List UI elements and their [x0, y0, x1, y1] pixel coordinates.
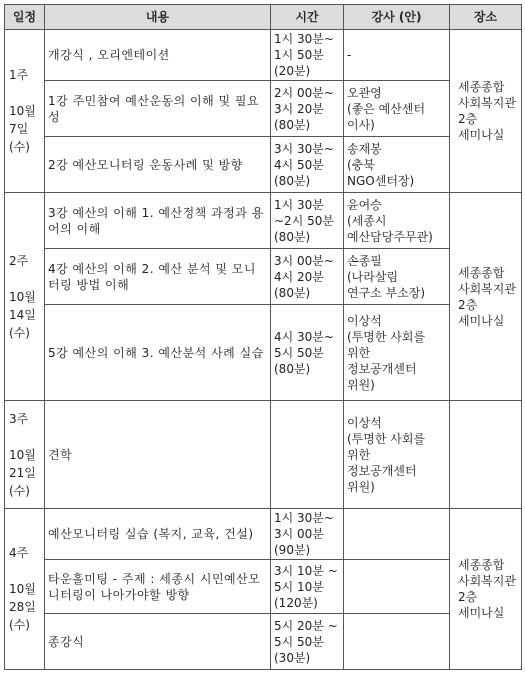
- time-line: 3시 30분~: [274, 141, 334, 156]
- week-label: 3주: [9, 411, 29, 426]
- instructor-line: (투명한 사회를: [347, 431, 426, 446]
- table-row: [5, 305, 522, 401]
- time-line: 1시 30분~: [274, 32, 334, 46]
- session-instructor: [344, 509, 450, 560]
- place-line: 사회복지관: [458, 96, 516, 110]
- table-row: [5, 30, 522, 81]
- session-time: [271, 560, 344, 614]
- time-line: ~2시 50분: [274, 213, 334, 228]
- instructor-line: 윤여승: [347, 197, 382, 212]
- session-instructor: [344, 81, 450, 137]
- week-label: (수): [9, 325, 30, 340]
- time-line: (80분): [274, 173, 311, 188]
- time-line: 3시 00분: [274, 527, 324, 541]
- week-label: 7일: [9, 122, 29, 136]
- session-content: 종강식: [45, 614, 271, 670]
- session-content: 4강 예산의 이해 2. 예산 분석 및 모니터링 방법 이해: [45, 249, 271, 305]
- week-label: 10월: [9, 582, 36, 596]
- week-cell: [5, 30, 45, 193]
- instructor-line: 예산담당주무관): [347, 229, 433, 244]
- instructor-line: 위원): [347, 479, 375, 494]
- instructor-line: 정보공개센터: [347, 463, 417, 478]
- week-label: 2주: [9, 253, 29, 268]
- time-line: 5시 50분: [274, 345, 324, 360]
- time-line: (80분): [274, 117, 311, 132]
- place-line: 사회복지관: [458, 281, 516, 296]
- time-line: 4시 20분: [274, 269, 324, 284]
- week-label: 10월: [9, 104, 36, 118]
- session-content: 1강 주민참여 예산운동의 이해 및 필요성: [45, 81, 271, 137]
- week-label: 10월: [9, 289, 36, 304]
- place-cell: [450, 30, 522, 193]
- table-row: [5, 614, 522, 670]
- header-content: 내용: [45, 5, 271, 30]
- time-line: (20분): [274, 64, 311, 78]
- week-label: 1주: [9, 68, 29, 82]
- instructor-line: 손종필: [347, 253, 382, 268]
- week-label: 14일: [9, 307, 36, 322]
- session-instructor: [344, 193, 450, 249]
- place-line: 세미나실: [458, 313, 505, 328]
- session-time: [271, 614, 344, 670]
- week-label: 21일: [9, 465, 36, 480]
- schedule-body: [5, 30, 522, 670]
- instructor-line: 정보공개센터: [347, 361, 417, 376]
- session-time: [271, 137, 344, 193]
- session-instructor: [344, 30, 450, 81]
- table-row: [5, 249, 522, 305]
- session-content: 2강 예산모니터링 운동사례 및 방향: [45, 137, 271, 193]
- time-line: 2시 00분~: [274, 85, 334, 100]
- instructor-line: NGO센터장): [347, 173, 415, 188]
- time-line: (30분): [274, 650, 311, 665]
- time-line: 4시 50분: [274, 157, 324, 172]
- time-line: 1시 30분: [274, 197, 324, 212]
- session-instructor: [344, 137, 450, 193]
- table-row: [5, 137, 522, 193]
- header-row: [5, 5, 522, 30]
- instructor-line: (투명한 사회를: [347, 329, 426, 344]
- session-instructor: [344, 560, 450, 614]
- session-time: [271, 249, 344, 305]
- time-line: (80분): [274, 229, 311, 244]
- header-schedule: 일정: [5, 5, 45, 30]
- instructor-line: 위한: [347, 447, 371, 462]
- instructor-line: (세종시: [347, 213, 387, 228]
- session-content: 3강 예산의 이해 1. 예산정책 과정과 용어의 이해: [45, 193, 271, 249]
- instructor-line: -: [347, 48, 352, 62]
- week-label: 10월: [9, 447, 36, 462]
- session-instructor: [344, 249, 450, 305]
- time-line: 1시 50분: [274, 48, 324, 62]
- session-time: [271, 305, 344, 401]
- time-line: (90분): [274, 543, 311, 557]
- session-time: [271, 30, 344, 81]
- time-line: 5시 10분: [274, 579, 324, 594]
- instructor-line: 이사): [347, 117, 375, 132]
- place-line: 세미나실: [458, 606, 505, 620]
- place-cell: [450, 193, 522, 401]
- instructor-line: (충북: [347, 157, 375, 172]
- place-line: 세종종합: [458, 80, 505, 94]
- table-row: [5, 401, 522, 509]
- session-content: 타운홀미팅 - 주제 : 세종시 시민예산모니터링이 나아가야할 방향: [45, 560, 271, 614]
- place-line: 세종종합: [458, 558, 505, 572]
- schedule-table: [4, 4, 522, 670]
- header-place: 장소: [450, 5, 522, 30]
- instructor-line: 오관영: [347, 85, 382, 100]
- place-line: 세종종합: [458, 265, 505, 280]
- week-label: (수): [9, 618, 30, 632]
- time-line: (80분): [274, 361, 311, 376]
- session-time: [271, 401, 344, 509]
- week-label: (수): [9, 140, 30, 154]
- week-label: (수): [9, 483, 30, 498]
- time-line: (80분): [274, 285, 311, 300]
- place-line: 사회복지관: [458, 574, 516, 588]
- time-line: 3시 20분: [274, 101, 324, 116]
- place-line: 2층: [458, 590, 478, 604]
- instructor-line: 이상석: [347, 415, 382, 430]
- table-row: [5, 193, 522, 249]
- place-line: 2층: [458, 297, 478, 312]
- instructor-line: (나라살림: [347, 269, 399, 284]
- session-instructor: [344, 305, 450, 401]
- session-content: 개강식 , 오리엔테이션: [45, 30, 271, 81]
- week-label: 4주: [9, 546, 29, 560]
- header-instructor: 강사 (안): [344, 5, 450, 30]
- table-row: [5, 560, 522, 614]
- instructor-line: 위한: [347, 345, 371, 360]
- time-line: (120분): [274, 595, 318, 610]
- time-line: 3시 00분~: [274, 253, 334, 268]
- place-line: 2층: [458, 112, 478, 126]
- week-label: 28일: [9, 600, 36, 614]
- session-content: 5강 예산의 이해 3. 예산분석 사례 실습: [45, 305, 271, 401]
- time-line: 1시 30분~: [274, 511, 334, 525]
- time-line: 5시 20분 ~: [274, 618, 338, 633]
- week-cell: [5, 401, 45, 509]
- week-cell: [5, 509, 45, 670]
- instructor-line: (좋은 예산센터: [347, 101, 426, 116]
- instructor-line: 위원): [347, 377, 375, 392]
- table-row: [5, 509, 522, 560]
- session-instructor: [344, 614, 450, 670]
- instructor-line: 송재봉: [347, 141, 382, 156]
- time-line: 3시 10분 ~: [274, 563, 338, 578]
- place-line: 세미나실: [458, 128, 505, 142]
- session-instructor: [344, 401, 450, 509]
- table-row: [5, 81, 522, 137]
- session-time: [271, 509, 344, 560]
- session-content: 예산모니터링 실습 (복지, 교육, 건설): [45, 509, 271, 560]
- instructor-line: 이상석: [347, 313, 382, 328]
- time-line: 5시 50분: [274, 634, 324, 649]
- session-content: 견학: [45, 401, 271, 509]
- session-time: [271, 193, 344, 249]
- time-line: 4시 30분~: [274, 329, 334, 344]
- week-cell: [5, 193, 45, 401]
- place-cell: [450, 509, 522, 670]
- session-time: [271, 81, 344, 137]
- header-time: 시간: [271, 5, 344, 30]
- instructor-line: 연구소 부소장): [347, 285, 426, 300]
- place-cell: [450, 401, 522, 509]
